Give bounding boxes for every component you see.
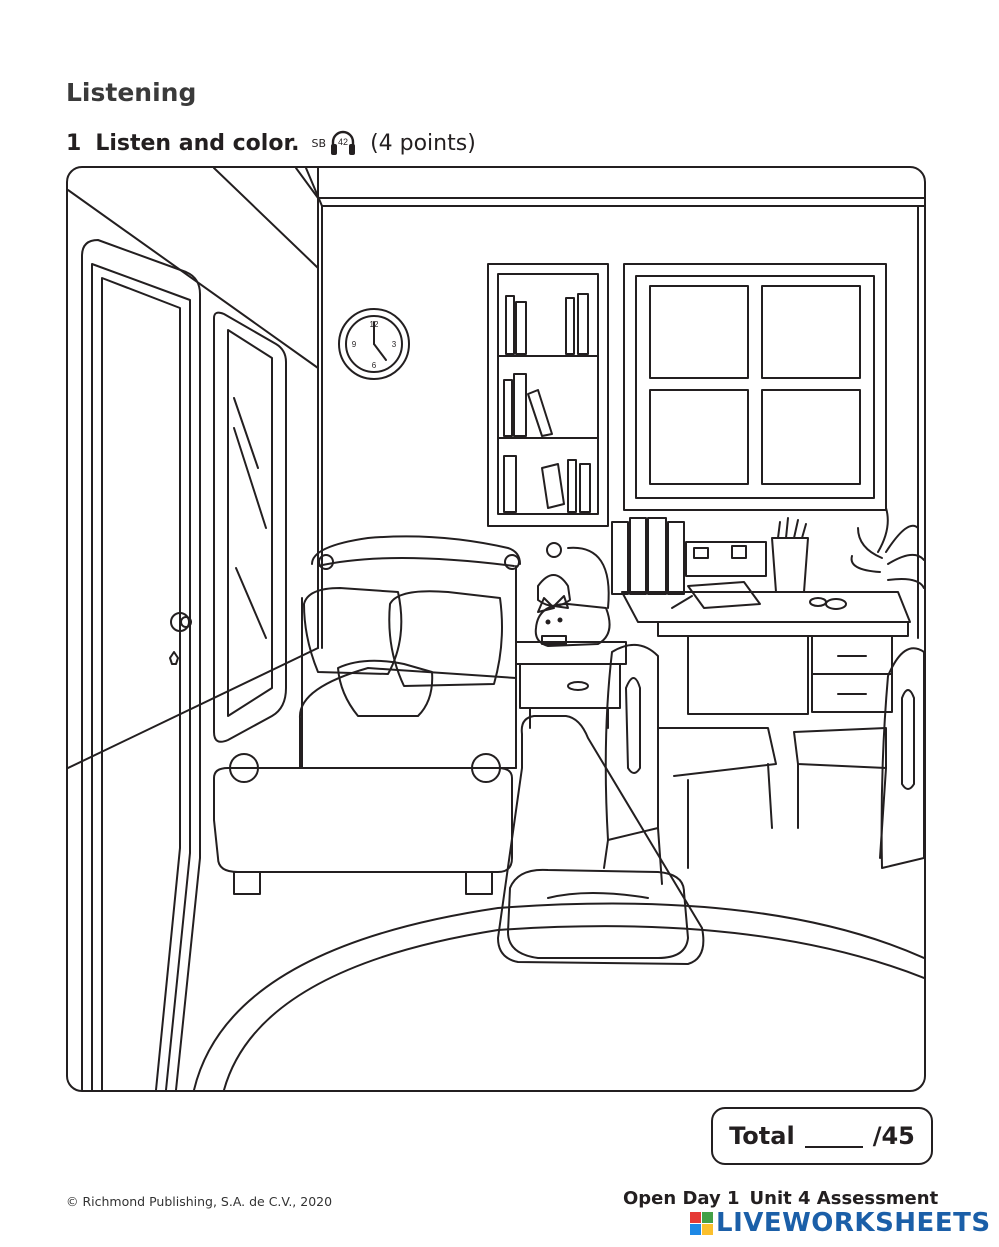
desk-items bbox=[672, 518, 846, 609]
exercise-instruction: Listen and color. bbox=[95, 130, 300, 156]
clock-number-9: 9 bbox=[351, 340, 357, 349]
bedroom-illustration[interactable] bbox=[68, 168, 924, 1090]
track-number: 42 bbox=[338, 137, 349, 147]
coloring-picture-frame[interactable] bbox=[66, 166, 926, 1092]
total-score-blank[interactable] bbox=[805, 1124, 863, 1148]
wall-clock bbox=[339, 309, 409, 379]
exercise-instruction-line bbox=[66, 128, 476, 158]
clock-number-3: 3 bbox=[391, 340, 397, 349]
wall-mirror bbox=[214, 313, 286, 742]
potted-plant bbox=[852, 508, 924, 588]
points-label: (4 points) bbox=[370, 130, 476, 156]
total-max: /45 bbox=[872, 1122, 915, 1150]
liveworksheets-watermark bbox=[690, 1208, 991, 1238]
section-title: Listening bbox=[66, 78, 197, 107]
desk-lamp bbox=[538, 543, 609, 644]
window bbox=[624, 264, 886, 510]
desk-chair bbox=[604, 645, 776, 884]
footer-title bbox=[623, 1188, 938, 1209]
exercise-number: 1 bbox=[66, 130, 82, 156]
assessment-name: Unit 4 Assessment bbox=[749, 1188, 939, 1209]
bookshelf bbox=[488, 264, 608, 526]
desk bbox=[622, 592, 910, 714]
clock-number-6: 6 bbox=[371, 361, 377, 370]
door bbox=[82, 240, 200, 1090]
liveworksheets-logo-icon bbox=[690, 1212, 713, 1235]
second-chair bbox=[794, 648, 924, 868]
bed bbox=[214, 536, 520, 894]
course-name: Open Day 1 bbox=[623, 1188, 740, 1209]
round-rug bbox=[194, 904, 924, 1090]
sleeping-cat bbox=[536, 596, 610, 646]
student-book-label: SB bbox=[311, 136, 327, 150]
binders bbox=[612, 518, 684, 594]
total-label: Total bbox=[729, 1122, 795, 1150]
total-score-box bbox=[711, 1107, 933, 1165]
headphones-icon[interactable] bbox=[328, 128, 358, 158]
watermark-text: LIVEWORKSHEETS bbox=[716, 1208, 991, 1238]
copyright-notice: © Richmond Publishing, S.A. de C.V., 2020 bbox=[66, 1194, 333, 1209]
clock-number-12: 12 bbox=[369, 320, 379, 329]
